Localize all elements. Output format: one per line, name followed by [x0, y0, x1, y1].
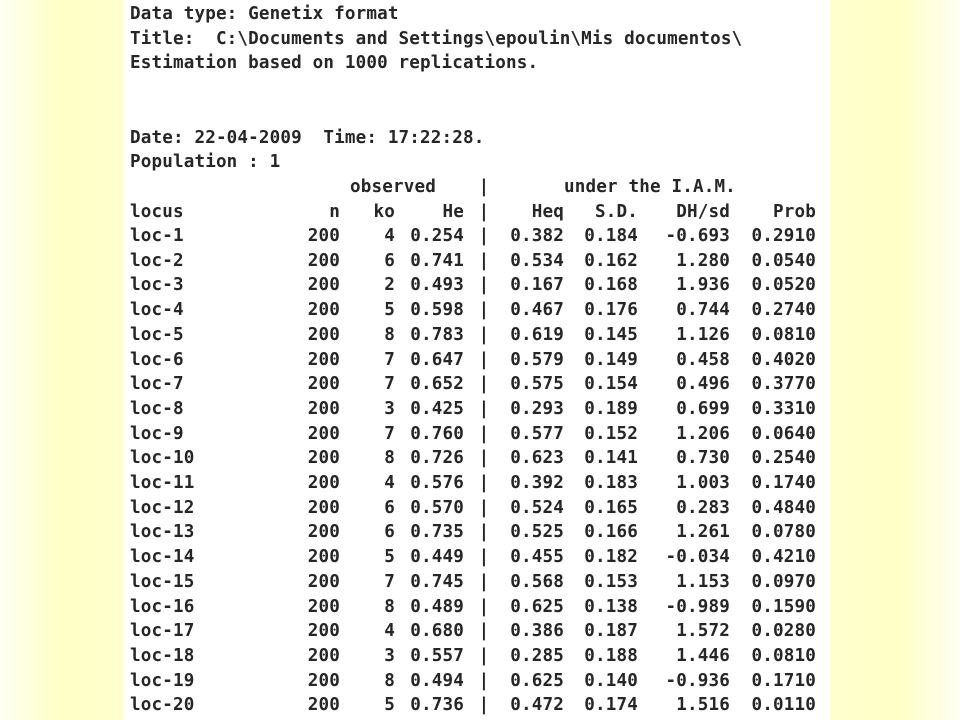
sd-cell: 0.183	[584, 473, 638, 493]
prob-cell: 0.1740	[751, 473, 816, 493]
sd-cell: 0.138	[584, 596, 638, 617]
prob-cell: 0.0110	[751, 695, 816, 716]
sd-cell: 0.153	[584, 571, 638, 592]
prob-cell: 0.0780	[751, 522, 816, 543]
table-row	[130, 422, 830, 447]
he-cell: 0.493	[410, 275, 464, 296]
dhsd-column-header: DH/sd	[676, 202, 730, 222]
sd-cell: 0.165	[584, 497, 638, 518]
ko-cell: 4	[384, 226, 395, 246]
ko-cell: 8	[384, 448, 395, 469]
table-row	[130, 496, 830, 521]
dhsd-cell: 1.516	[676, 695, 730, 716]
sd-cell: 0.141	[584, 448, 638, 469]
dhsd-cell: 1.126	[676, 324, 730, 345]
column-separator: |	[478, 473, 490, 493]
n-cell: 200	[307, 473, 340, 493]
ko-cell: 6	[384, 250, 395, 271]
table-row	[130, 446, 830, 471]
ko-cell: 5	[384, 547, 395, 568]
n-cell: 200	[307, 448, 340, 469]
heq-cell: 0.625	[510, 670, 564, 691]
prob-cell: 0.0540	[751, 250, 816, 271]
dhsd-cell: 0.458	[676, 349, 730, 370]
locus-cell: loc-9	[130, 423, 184, 444]
n-cell: 200	[307, 547, 340, 568]
estimation-line: Estimation based on 1000 replications.	[130, 53, 539, 73]
he-cell: 0.652	[410, 374, 464, 395]
he-cell: 0.489	[410, 596, 464, 617]
he-column-header: He	[442, 202, 464, 222]
dhsd-cell: 1.936	[676, 275, 730, 296]
sd-cell: 0.140	[584, 670, 638, 691]
table-row	[130, 273, 830, 298]
heq-cell: 0.625	[510, 596, 564, 617]
n-cell: 200	[307, 374, 340, 395]
column-header-row	[130, 200, 830, 225]
prob-cell: 0.0810	[751, 324, 816, 345]
heq-cell: 0.579	[510, 349, 564, 370]
ko-cell: 6	[384, 497, 395, 518]
he-cell: 0.557	[410, 645, 464, 666]
dhsd-cell: 1.572	[676, 621, 730, 642]
column-separator: |	[478, 324, 490, 345]
prob-cell: 0.2740	[751, 300, 816, 321]
column-separator: |	[478, 226, 490, 246]
he-cell: 0.598	[410, 300, 464, 321]
table-row	[130, 693, 830, 718]
sd-cell: 0.162	[584, 250, 638, 271]
column-separator: |	[478, 621, 490, 642]
locus-cell: loc-20	[130, 695, 195, 716]
heq-cell: 0.382	[510, 226, 564, 246]
title-line: Title: C:\Documents and Settings\epoulin\Mis documentos\	[130, 29, 743, 49]
he-cell: 0.425	[410, 398, 464, 419]
column-separator: |	[478, 497, 490, 518]
n-cell: 200	[307, 250, 340, 271]
sd-cell: 0.182	[584, 547, 638, 568]
dhsd-cell: 1.206	[676, 423, 730, 444]
sd-cell: 0.149	[584, 349, 638, 370]
prob-cell: 0.4020	[751, 349, 816, 370]
he-cell: 0.726	[410, 448, 464, 469]
dhsd-cell: 1.153	[676, 571, 730, 592]
population-line: Population : 1	[130, 152, 281, 172]
ko-cell: 3	[384, 398, 395, 419]
he-cell: 0.736	[410, 695, 464, 716]
n-cell: 200	[307, 423, 340, 444]
prob-cell: 0.1590	[751, 596, 816, 617]
heq-cell: 0.568	[510, 571, 564, 592]
column-separator: |	[478, 398, 490, 419]
dhsd-cell: 1.261	[676, 522, 730, 543]
ko-cell: 7	[384, 423, 395, 444]
ko-cell: 2	[384, 275, 395, 296]
locus-cell: loc-13	[130, 522, 195, 543]
heq-cell: 0.575	[510, 374, 564, 395]
column-separator: |	[478, 571, 490, 592]
he-cell: 0.494	[410, 670, 464, 691]
column-separator: |	[478, 374, 490, 395]
dhsd-cell: -0.693	[665, 226, 730, 246]
he-cell: 0.741	[410, 250, 464, 271]
heq-cell: 0.524	[510, 497, 564, 518]
locus-cell: loc-12	[130, 497, 195, 518]
n-column-header: n	[329, 202, 340, 222]
dhsd-cell: 0.744	[676, 300, 730, 321]
sd-cell: 0.168	[584, 275, 638, 296]
locus-cell: loc-16	[130, 596, 195, 617]
he-cell: 0.745	[410, 571, 464, 592]
prob-cell: 0.4210	[751, 547, 816, 568]
he-cell: 0.760	[410, 423, 464, 444]
dhsd-cell: 0.730	[676, 448, 730, 469]
sd-cell: 0.184	[584, 226, 638, 246]
he-cell: 0.570	[410, 497, 464, 518]
prob-cell: 0.0520	[751, 275, 816, 296]
column-separator: |	[478, 423, 490, 444]
ko-column-header: ko	[373, 202, 395, 222]
heq-cell: 0.455	[510, 547, 564, 568]
ko-cell: 8	[384, 596, 395, 617]
n-cell: 200	[307, 571, 340, 592]
locus-cell: loc-7	[130, 374, 184, 395]
column-separator: |	[478, 695, 490, 716]
he-cell: 0.735	[410, 522, 464, 543]
table-row	[130, 372, 830, 397]
n-cell: 200	[307, 522, 340, 543]
prob-column-header: Prob	[773, 202, 816, 222]
column-separator: |	[478, 670, 490, 691]
heq-cell: 0.293	[510, 398, 564, 419]
ko-cell: 4	[384, 473, 395, 493]
column-separator: |	[478, 202, 490, 222]
locus-cell: loc-18	[130, 645, 195, 666]
ko-cell: 7	[384, 571, 395, 592]
table-row	[130, 595, 830, 620]
heq-cell: 0.285	[510, 645, 564, 666]
table-row	[130, 644, 830, 669]
heq-cell: 0.167	[510, 275, 564, 296]
locus-cell: loc-15	[130, 571, 195, 592]
heq-cell: 0.577	[510, 423, 564, 444]
heq-cell: 0.534	[510, 250, 564, 271]
dhsd-cell: 1.003	[676, 473, 730, 493]
heq-cell: 0.525	[510, 522, 564, 543]
dhsd-cell: 0.699	[676, 398, 730, 419]
he-cell: 0.576	[410, 473, 464, 493]
table-row	[130, 669, 830, 694]
dhsd-cell: -0.989	[665, 596, 730, 617]
n-cell: 200	[307, 275, 340, 296]
ko-cell: 6	[384, 522, 395, 543]
prob-cell: 0.0970	[751, 571, 816, 592]
table-row	[130, 545, 830, 570]
column-separator: |	[478, 547, 490, 568]
column-separator: |	[478, 275, 490, 296]
locus-cell: loc-4	[130, 300, 184, 321]
heq-cell: 0.467	[510, 300, 564, 321]
dhsd-cell: -0.936	[665, 670, 730, 691]
column-group-header	[130, 175, 830, 200]
heq-column-header: Heq	[531, 202, 564, 222]
locus-cell: loc-14	[130, 547, 195, 568]
locus-cell: loc-17	[130, 621, 195, 642]
heq-cell: 0.623	[510, 448, 564, 469]
column-separator: |	[478, 522, 490, 543]
heq-cell: 0.386	[510, 621, 564, 642]
table-row	[130, 249, 830, 274]
he-cell: 0.254	[410, 226, 464, 246]
locus-cell: loc-3	[130, 275, 184, 296]
table-row	[130, 348, 830, 373]
table-row	[130, 298, 830, 323]
dhsd-cell: 1.280	[676, 250, 730, 271]
prob-cell: 0.0810	[751, 645, 816, 666]
locus-cell: loc-11	[130, 473, 195, 493]
dhsd-cell: 1.446	[676, 645, 730, 666]
date-time-line: Date: 22-04-2009 Time: 17:22:28.	[130, 128, 485, 148]
ko-cell: 8	[384, 670, 395, 691]
column-separator: |	[478, 300, 490, 321]
column-separator: |	[478, 177, 490, 197]
ko-cell: 8	[384, 324, 395, 345]
n-cell: 200	[307, 596, 340, 617]
n-cell: 200	[307, 300, 340, 321]
sd-cell: 0.154	[584, 374, 638, 395]
sd-cell: 0.187	[584, 621, 638, 642]
ko-cell: 5	[384, 300, 395, 321]
prob-cell: 0.4840	[751, 497, 816, 518]
sd-column-header: S.D.	[595, 202, 638, 222]
n-cell: 200	[307, 621, 340, 642]
data-type-line: Data type: Genetix format	[130, 4, 399, 24]
table-row	[130, 471, 830, 496]
prob-cell: 0.2910	[751, 226, 816, 246]
prob-cell: 0.2540	[751, 448, 816, 469]
he-cell: 0.449	[410, 547, 464, 568]
he-cell: 0.647	[410, 349, 464, 370]
text-output-panel	[123, 0, 830, 720]
prob-cell: 0.0280	[751, 621, 816, 642]
prob-cell: 0.3770	[751, 374, 816, 395]
sd-cell: 0.166	[584, 522, 638, 543]
dhsd-cell: -0.034	[665, 547, 730, 568]
sd-cell: 0.189	[584, 398, 638, 419]
sd-cell: 0.176	[584, 300, 638, 321]
column-separator: |	[478, 250, 490, 271]
locus-cell: loc-19	[130, 670, 195, 691]
table-row	[130, 323, 830, 348]
he-cell: 0.680	[410, 621, 464, 642]
dhsd-cell: 0.496	[676, 374, 730, 395]
locus-cell: loc-2	[130, 250, 184, 271]
sd-cell: 0.152	[584, 423, 638, 444]
locus-cell: loc-10	[130, 448, 195, 469]
sd-cell: 0.145	[584, 324, 638, 345]
n-cell: 200	[307, 324, 340, 345]
ko-cell: 3	[384, 645, 395, 666]
column-separator: |	[478, 645, 490, 666]
table-row	[130, 397, 830, 422]
prob-cell: 0.3310	[751, 398, 816, 419]
n-cell: 200	[307, 349, 340, 370]
table-row	[130, 224, 830, 249]
heq-cell: 0.392	[510, 473, 564, 493]
column-separator: |	[478, 349, 490, 370]
locus-column-header: locus	[130, 202, 184, 222]
ko-cell: 4	[384, 621, 395, 642]
column-separator: |	[478, 596, 490, 617]
heq-cell: 0.619	[510, 324, 564, 345]
n-cell: 200	[307, 226, 340, 246]
prob-cell: 0.1710	[751, 670, 816, 691]
table-row	[130, 570, 830, 595]
locus-cell: loc-5	[130, 324, 184, 345]
observed-group-label: observed	[350, 177, 436, 197]
n-cell: 200	[307, 670, 340, 691]
iam-group-label: under the I.A.M.	[564, 177, 736, 197]
ko-cell: 7	[384, 374, 395, 395]
n-cell: 200	[307, 398, 340, 419]
he-cell: 0.783	[410, 324, 464, 345]
dhsd-cell: 0.283	[676, 497, 730, 518]
n-cell: 200	[307, 695, 340, 716]
table-row	[130, 619, 830, 644]
ko-cell: 7	[384, 349, 395, 370]
table-row	[130, 520, 830, 545]
locus-cell: loc-6	[130, 349, 184, 370]
locus-cell: loc-1	[130, 226, 184, 246]
locus-cell: loc-8	[130, 398, 184, 419]
n-cell: 200	[307, 645, 340, 666]
prob-cell: 0.0640	[751, 423, 816, 444]
sd-cell: 0.174	[584, 695, 638, 716]
ko-cell: 5	[384, 695, 395, 716]
heq-cell: 0.472	[510, 695, 564, 716]
sd-cell: 0.188	[584, 645, 638, 666]
column-separator: |	[478, 448, 490, 469]
n-cell: 200	[307, 497, 340, 518]
